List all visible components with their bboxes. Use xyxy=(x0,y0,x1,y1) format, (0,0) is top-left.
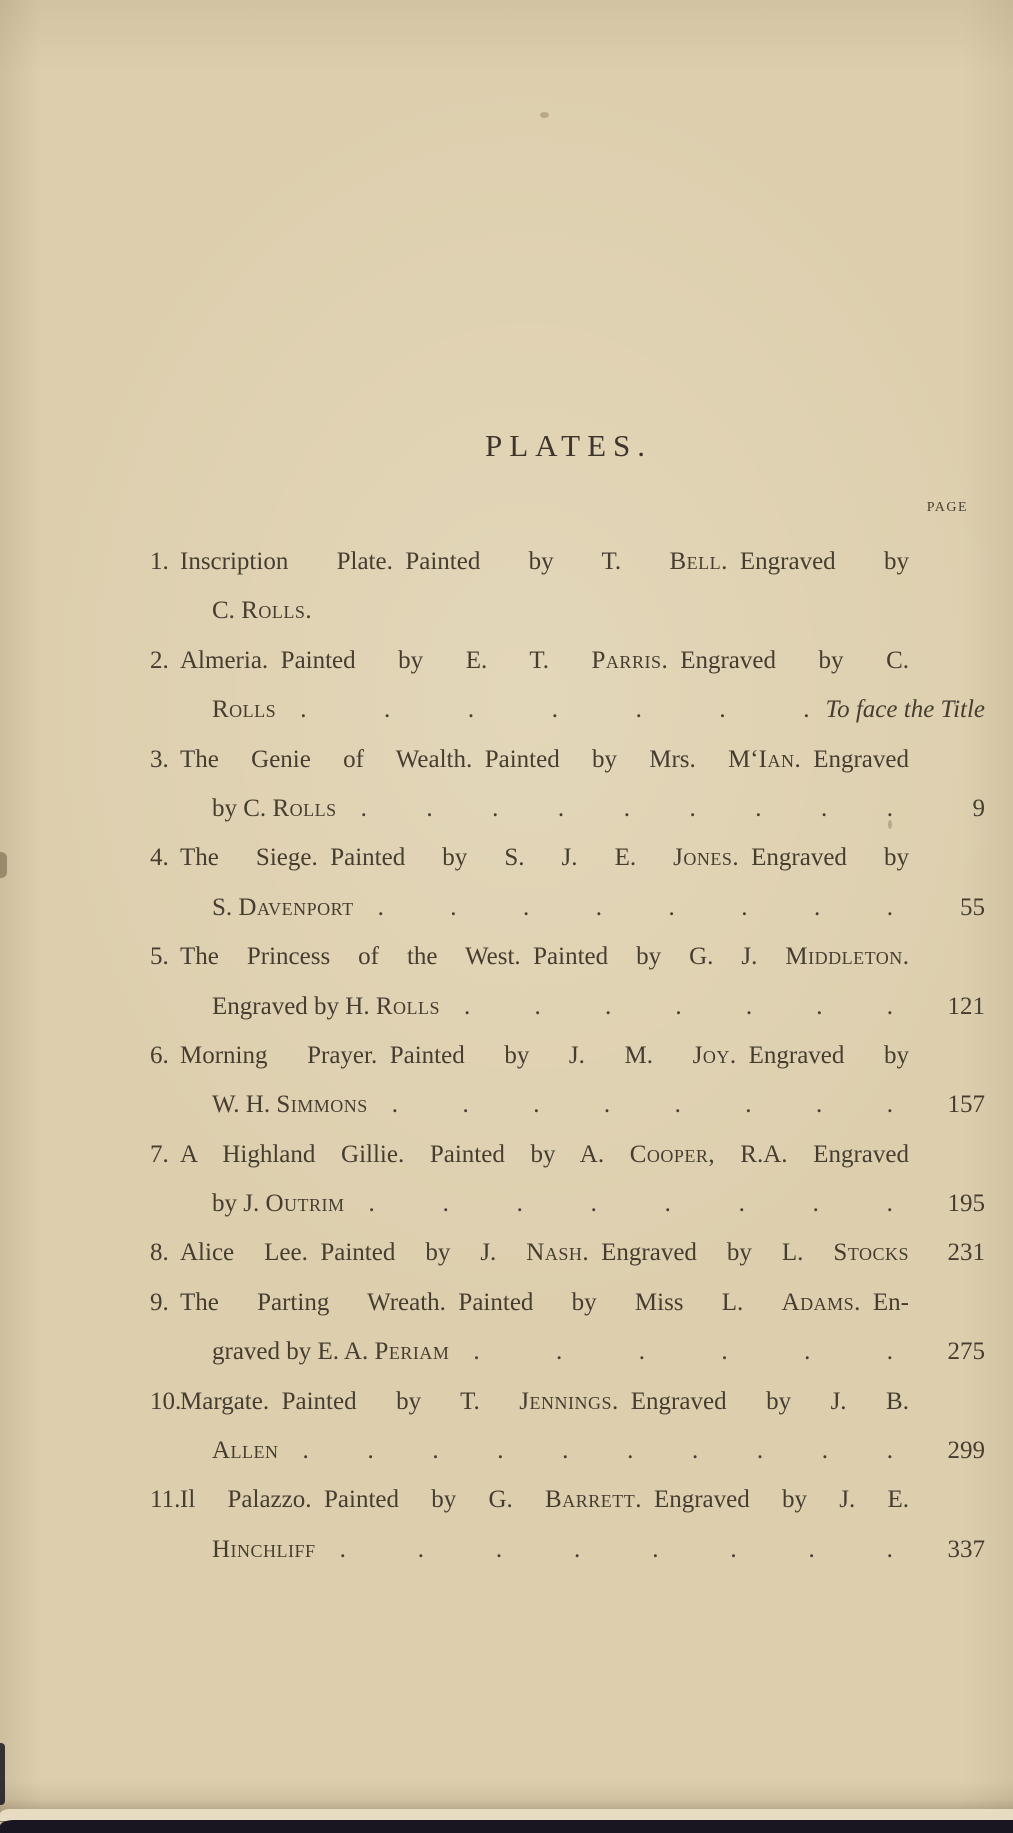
plate-entry-text xyxy=(212,1426,279,1475)
plate-entry-text xyxy=(212,982,440,1031)
plate-number: 4. xyxy=(150,844,169,872)
name-smallcaps: Parris xyxy=(591,646,662,674)
entry-text-segment: . Engraved by J. E. xyxy=(635,1486,909,1514)
plate-entry-line xyxy=(150,1426,985,1475)
plate-entry-text xyxy=(180,537,909,586)
leader-dot: . xyxy=(664,1190,671,1218)
name-smallcaps: Cooper xyxy=(629,1140,709,1168)
entry-text-segment: Il Palazzo. Painted by G. xyxy=(180,1486,546,1514)
leader-dot: . xyxy=(721,1338,728,1366)
leader-dot: . xyxy=(741,893,748,921)
entry-text-segment: . Engraved xyxy=(794,745,909,773)
entry-text-segment: . En- xyxy=(854,1288,909,1316)
plate-number: 7. xyxy=(150,1140,169,1168)
plate-entry-text xyxy=(180,735,909,784)
plate-number: 9. xyxy=(150,1288,169,1316)
plate-entry-line xyxy=(150,636,985,685)
dot-leader xyxy=(449,1327,909,1376)
book-spine-edge xyxy=(0,1743,5,1805)
leader-dot: . xyxy=(595,893,603,921)
leader-dot: . xyxy=(635,696,642,724)
entry-text-segment: The Siege. Painted by S. J. E. xyxy=(180,844,674,872)
entry-text-segment: Alice Lee. Painted by J. xyxy=(180,1239,527,1267)
plate-entry-text xyxy=(212,883,354,932)
leader-dot: . xyxy=(691,1437,699,1465)
entry-text-segment: . xyxy=(305,597,312,625)
leader-dot: . xyxy=(556,1338,563,1366)
dot-leader xyxy=(368,1080,909,1129)
page-number: 275 xyxy=(947,1338,985,1366)
leader-dot: . xyxy=(467,696,475,724)
entry-text-segment: Morning Prayer. Painted by J. M. xyxy=(180,1041,693,1069)
plate-entry-text xyxy=(212,1525,316,1574)
page-number: 231 xyxy=(947,1239,985,1267)
leader-dot: . xyxy=(534,992,541,1020)
leader-dot: . xyxy=(803,696,810,724)
page-number: 337 xyxy=(947,1535,985,1563)
plates-list xyxy=(150,537,985,1574)
plate-entry-line xyxy=(150,1080,985,1129)
name-smallcaps: Allen xyxy=(212,1437,279,1465)
page-number xyxy=(826,685,986,734)
plate-entry-text xyxy=(180,1377,909,1426)
leader-dot: . xyxy=(417,1535,424,1563)
plate-entry-line xyxy=(150,537,985,586)
plate-entry-text xyxy=(212,784,337,833)
plate-number: 3. xyxy=(150,745,169,773)
name-smallcaps: Simmons xyxy=(276,1091,368,1119)
entry-text-segment: . Engraved by C. xyxy=(661,646,909,674)
entry-text-segment: . Engraved by xyxy=(729,1041,909,1069)
leader-dot: . xyxy=(886,794,893,822)
plate-entry-text xyxy=(180,1130,909,1179)
plate-number: 8. xyxy=(150,1239,169,1267)
page-title: PLATES. xyxy=(485,428,652,463)
book-cover-edge xyxy=(0,1820,1013,1833)
leader-dot: . xyxy=(886,1190,893,1218)
entry-text-segment: by J. xyxy=(212,1190,266,1218)
dot-leader xyxy=(279,1426,909,1475)
entry-text-segment: . Engraved by L. xyxy=(582,1239,834,1267)
plate-entry-text xyxy=(180,1475,909,1524)
plate-entry-line xyxy=(150,586,985,635)
paper-edge-mark xyxy=(0,852,7,878)
entry-text-segment: Engraved by H. xyxy=(212,992,376,1020)
leader-dot: . xyxy=(886,992,893,1020)
name-smallcaps: Hinchliff xyxy=(212,1535,316,1563)
leader-dot: . xyxy=(886,1338,893,1366)
leader-dot: . xyxy=(675,992,682,1020)
leader-dot: . xyxy=(604,992,612,1020)
name-smallcaps: Outrim xyxy=(265,1190,345,1218)
leader-dot: . xyxy=(638,1338,645,1366)
leader-dot: . xyxy=(603,1091,611,1119)
plate-entry-line xyxy=(150,932,985,981)
dot-leader xyxy=(276,685,825,734)
plate-entry-line xyxy=(150,1327,985,1376)
entry-text-segment: W. H. xyxy=(212,1091,277,1119)
leader-dot: . xyxy=(533,1091,540,1119)
page-number: 157 xyxy=(947,1091,985,1119)
leader-dot: . xyxy=(812,1190,819,1218)
name-smallcaps: Stocks xyxy=(833,1239,910,1267)
leader-dot: . xyxy=(360,794,367,822)
leader-dot: . xyxy=(339,1535,346,1563)
page-number: 9 xyxy=(972,794,985,822)
entry-text-segment: graved by E. A. xyxy=(212,1338,375,1366)
page-number: 121 xyxy=(947,992,985,1020)
plate-entry-line xyxy=(150,1278,985,1327)
plate-entry-line xyxy=(150,1228,985,1277)
leader-dot: . xyxy=(551,696,558,724)
name-smallcaps: Rolls xyxy=(241,597,306,625)
leader-dot: . xyxy=(462,1091,469,1119)
plate-number: 5. xyxy=(150,943,169,971)
plate-entry-text xyxy=(212,586,312,635)
plate-entry-line xyxy=(150,1377,985,1426)
leader-dot: . xyxy=(745,992,753,1020)
leader-dot: . xyxy=(492,794,499,822)
facing-note: To face the Title xyxy=(825,696,985,724)
name-smallcaps: Periam xyxy=(374,1338,450,1366)
entry-text-segment: by C. xyxy=(212,794,273,822)
plate-entry-text xyxy=(180,833,909,882)
paper-speck xyxy=(540,112,549,118)
page-number: 55 xyxy=(960,893,985,921)
name-smallcaps: Rolls xyxy=(212,696,277,724)
leader-dot: . xyxy=(623,794,630,822)
leader-dot: . xyxy=(464,992,471,1020)
name-smallcaps: Joy xyxy=(692,1041,730,1069)
plate-entry-text xyxy=(212,685,276,734)
leader-dot: . xyxy=(886,1091,893,1119)
leader-dot: . xyxy=(668,893,675,921)
leader-dot: . xyxy=(813,893,821,921)
leader-dot: . xyxy=(495,1535,503,1563)
entry-text-segment: The Genie of Wealth. Painted by Mrs. M‘ xyxy=(180,745,759,773)
leader-dot: . xyxy=(886,1437,893,1465)
entry-text-segment: The Parting Wreath. Painted by Miss L. xyxy=(180,1288,782,1316)
entry-text-segment: S. xyxy=(212,893,239,921)
leader-dot: . xyxy=(808,1535,815,1563)
leader-dot: . xyxy=(719,696,726,724)
dot-leader xyxy=(354,883,909,932)
leader-dot: . xyxy=(377,893,384,921)
leader-dot: . xyxy=(367,1437,374,1465)
leader-dot: . xyxy=(384,696,391,724)
entry-text-segment: Margate. Painted by T. xyxy=(180,1387,520,1415)
leader-dot: . xyxy=(804,1338,811,1366)
leader-dot: . xyxy=(442,1190,449,1218)
dot-leader xyxy=(316,1525,909,1574)
plate-entry-text xyxy=(180,1278,909,1327)
leader-dot: . xyxy=(816,1091,823,1119)
plate-number: 2. xyxy=(150,646,169,674)
leader-dot: . xyxy=(590,1190,597,1218)
leader-dot: . xyxy=(820,794,828,822)
plate-entry-line xyxy=(150,1525,985,1574)
dot-leader xyxy=(345,1179,909,1228)
plate-entry-line xyxy=(150,1179,985,1228)
name-smallcaps: Rolls xyxy=(272,794,337,822)
plate-entry-text xyxy=(180,1031,909,1080)
leader-dot: . xyxy=(523,893,530,921)
leader-dot: . xyxy=(730,1535,737,1563)
leader-dot: . xyxy=(497,1437,504,1465)
leader-dot: . xyxy=(302,1437,309,1465)
leader-dot: . xyxy=(886,1535,893,1563)
name-smallcaps: Bell xyxy=(669,548,722,575)
leader-dot: . xyxy=(473,1338,480,1366)
plate-entry-text xyxy=(180,932,909,981)
entry-text-segment: C. xyxy=(212,597,242,625)
leader-dot: . xyxy=(738,1190,745,1218)
dot-leader xyxy=(440,982,909,1031)
leader-dot: . xyxy=(756,1437,764,1465)
leader-dot: . xyxy=(391,1091,399,1119)
entry-text-segment: , R.A. Engraved xyxy=(708,1140,909,1168)
leader-dot: . xyxy=(562,1437,569,1465)
plate-entry-text xyxy=(212,1327,449,1376)
page-number: 299 xyxy=(947,1437,985,1465)
leader-dot: . xyxy=(627,1437,634,1465)
leader-dot: . xyxy=(300,696,307,724)
plate-entry-line xyxy=(150,883,985,932)
entry-text-segment: Inscription Plate. Painted by T. xyxy=(180,548,670,575)
leader-dot: . xyxy=(450,893,457,921)
plate-number: 10. xyxy=(150,1387,182,1415)
plate-number: 11. xyxy=(150,1486,181,1514)
name-smallcaps: Ian xyxy=(758,745,795,773)
name-smallcaps: Jennings xyxy=(519,1387,613,1415)
page-column-label: PAGE xyxy=(926,500,968,515)
leader-dot: . xyxy=(432,1437,439,1465)
leader-dot: . xyxy=(821,1437,829,1465)
name-smallcaps: Middleton xyxy=(785,943,903,971)
leader-dot: . xyxy=(557,794,565,822)
leader-dot: . xyxy=(755,794,762,822)
plate-entry-text xyxy=(212,1179,345,1228)
plate-entry-line xyxy=(150,1031,985,1080)
plate-entry-line xyxy=(150,685,985,734)
plate-number: 6. xyxy=(150,1041,169,1069)
leader-dot: . xyxy=(674,1091,681,1119)
name-smallcaps: Davenport xyxy=(238,893,354,921)
plate-entry-line xyxy=(150,784,985,833)
plate-entry-line xyxy=(150,735,985,784)
entry-text-segment: Almeria. Painted by E. T. xyxy=(180,646,592,674)
plate-entry-line xyxy=(150,833,985,882)
plate-number: 1. xyxy=(150,548,169,575)
plate-entry-text xyxy=(212,1080,368,1129)
leader-dot: . xyxy=(652,1535,659,1563)
name-smallcaps: Adams xyxy=(781,1288,855,1316)
name-smallcaps: Jones xyxy=(673,844,733,872)
entry-text-segment: . xyxy=(902,943,909,971)
page-number: 195 xyxy=(947,1190,985,1218)
entry-text-segment: A Highland Gillie. Painted by A. xyxy=(180,1140,630,1168)
plate-entry-text xyxy=(180,1228,909,1277)
leader-dot: . xyxy=(745,1091,752,1119)
leader-dot: . xyxy=(574,1535,581,1563)
plate-entry-line xyxy=(150,982,985,1031)
leader-dot: . xyxy=(816,992,823,1020)
entry-text-segment: . Engraved by xyxy=(732,844,909,872)
plate-entry-line xyxy=(150,1130,985,1179)
leader-dot: . xyxy=(689,794,696,822)
plate-entry-text xyxy=(180,636,909,685)
name-smallcaps: Rolls xyxy=(375,992,441,1020)
dot-leader xyxy=(337,784,909,833)
leader-dot: . xyxy=(886,893,893,921)
entry-text-segment: . Engraved by xyxy=(721,548,909,575)
leader-dot: . xyxy=(368,1190,375,1218)
plate-entry-line xyxy=(150,1475,985,1524)
leader-dot: . xyxy=(516,1190,523,1218)
leader-dot: . xyxy=(426,794,433,822)
name-smallcaps: Nash xyxy=(526,1239,583,1267)
entry-text-segment: . Engraved by J. B. xyxy=(612,1387,909,1415)
name-smallcaps: Barrett xyxy=(545,1486,636,1514)
entry-text-segment: The Princess of the West. Painted by G. J. xyxy=(180,943,786,971)
